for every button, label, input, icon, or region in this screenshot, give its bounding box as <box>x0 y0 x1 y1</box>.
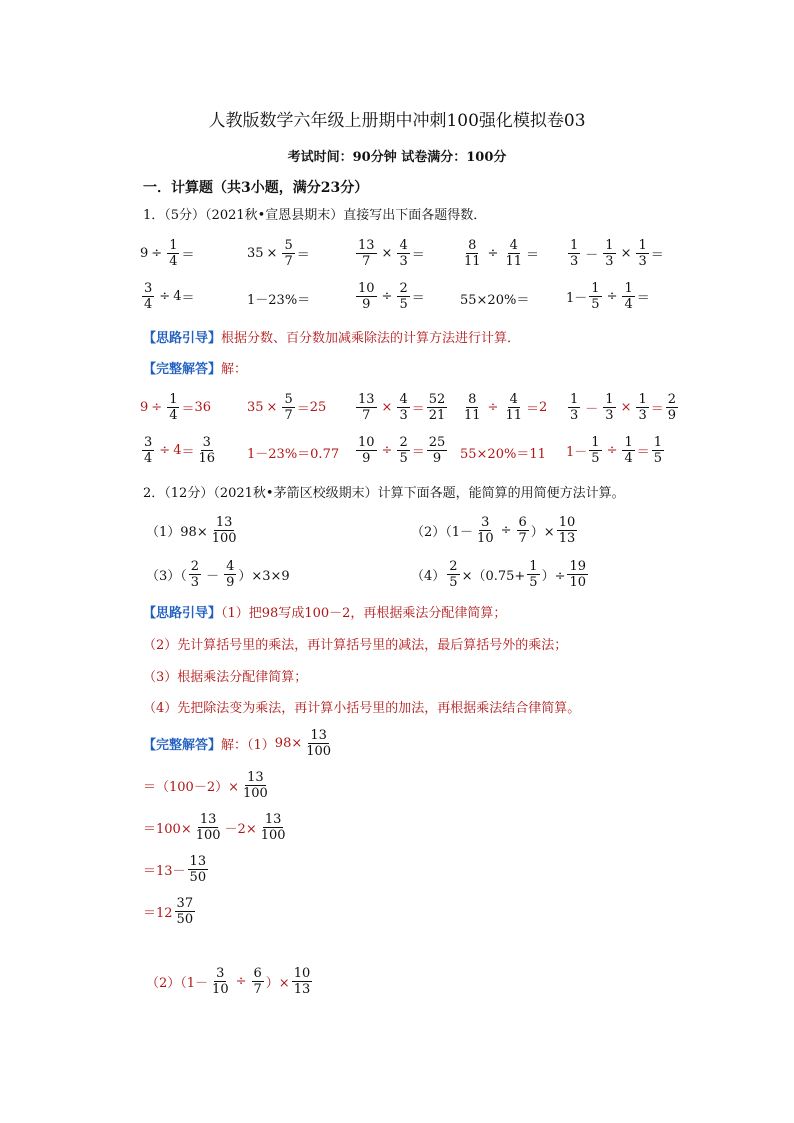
q1-problem-i: 55×20%＝ <box>460 293 530 308</box>
q1-problem-f: $\frac{3}{4}$ ÷ 4 ＝ <box>144 281 195 312</box>
fraction: $\frac{10}{9}$ <box>358 281 375 312</box>
fraction: $\frac{13}{50}$ <box>189 854 207 885</box>
fraction: $\frac{4}{11}$ <box>505 392 522 423</box>
q1-problem-e: $\frac{1}{3}$ － $\frac{1}{3}$ × $\frac{1}{3}$ ＝ <box>570 238 664 269</box>
fraction: $\frac{13}{100}$ <box>195 812 221 843</box>
q1-answer-label: 【完整解答】解： <box>143 362 248 377</box>
fraction: $\frac{8}{11}$ <box>464 392 481 423</box>
fraction: $\frac{5}{7}$ <box>284 238 293 269</box>
fraction: $\frac{4}{3}$ <box>399 238 408 269</box>
q2-stem: 2．（12分）（2021秋•茅箭区校级期末）计算下面各题，能简算的用简便方法计算。 <box>143 486 625 501</box>
fraction: $\frac{25}{9}$ <box>428 435 446 466</box>
fraction: $\frac{13}{100}$ <box>211 515 237 546</box>
fraction: $\frac{2}{5}$ <box>399 435 408 466</box>
answer-label: 【完整解答】 <box>143 362 222 377</box>
fraction: $\frac{10}{9}$ <box>358 435 375 466</box>
fraction: $\frac{13}{7}$ <box>358 392 375 423</box>
hint-label: 【思路引导】 <box>143 331 222 346</box>
fraction: $\frac{52}{21}$ <box>428 392 446 423</box>
fraction: $\frac{1}{4}$ <box>624 281 633 312</box>
fraction: $\frac{13}{100}$ <box>260 812 286 843</box>
fraction: $\frac{4}{9}$ <box>226 559 235 590</box>
fraction: $\frac{10}{13}$ <box>293 966 311 997</box>
q2-problem-1: （1）98× $\frac{13}{100}$ <box>146 515 237 546</box>
q2-hint-4: （4）先把除法变为乘法，再计算小括号里的加法，再根据乘法结合律简算。 <box>143 701 581 716</box>
fraction: $\frac{13}{100}$ <box>242 770 268 801</box>
q1-problem-g: 1－23%＝ <box>247 293 311 308</box>
fraction: $\frac{3}{4}$ <box>144 281 153 312</box>
fraction: $\frac{1}{3}$ <box>605 238 614 269</box>
q1-answer-a: 9 ÷ $\frac{1}{4}$ ＝ 36 <box>140 392 212 423</box>
section-heading: 一．计算题（共3小题，满分23分） <box>143 180 369 196</box>
q1-problem-a: 9 ÷ $\frac{1}{4}$ ＝ <box>140 238 195 269</box>
fraction: $\frac{1}{4}$ <box>624 435 633 466</box>
q1-stem: 1．（5分）（2021秋•宣恩县期末）直接写出下面各题得数． <box>143 208 487 223</box>
fraction: $\frac{1}{3}$ <box>638 238 647 269</box>
fraction: $\frac{6}{7}$ <box>518 515 527 546</box>
q1-problem-d: $\frac{8}{11}$ ÷ $\frac{4}{11}$ ＝ <box>464 238 540 269</box>
q1-answer-f: $\frac{3}{4}$ ÷ 4 ＝ $\frac{3}{16}$ <box>144 435 216 466</box>
q2-answer-line-3: ＝13－ $\frac{13}{50}$ <box>143 854 207 885</box>
q2-answer-line-0: 【完整解答】 解：（1） 98× $\frac{13}{100}$ <box>143 728 332 759</box>
q2-answer-line-2: ＝100× $\frac{13}{100}$ －2× $\frac{13}{100}$ <box>143 812 286 843</box>
hint-label: 【思路引导】 <box>143 606 222 621</box>
exam-info: 考试时间：90分钟 试卷满分：100分 <box>287 150 507 165</box>
fraction: $\frac{2}{9}$ <box>667 392 677 423</box>
q1-problem-h: $\frac{10}{9}$ ÷ $\frac{2}{5}$ ＝ <box>358 281 425 312</box>
fraction: $\frac{10}{13}$ <box>558 515 576 546</box>
q1-problem-c: $\frac{13}{7}$ × $\frac{4}{3}$ ＝ <box>358 238 425 269</box>
fraction: $\frac{1}{4}$ <box>169 392 178 423</box>
fraction: $\frac{37}{50}$ <box>176 896 194 927</box>
fraction: $\frac{2}{5}$ <box>449 559 458 590</box>
q1-problem-j: 1－ $\frac{1}{5}$ ÷ $\frac{1}{4}$ ＝ <box>566 281 650 312</box>
q1-answer-g: 1－23%＝0.77 <box>247 447 340 462</box>
fraction: $\frac{1}{3}$ <box>638 392 647 423</box>
fraction: $\frac{4}{3}$ <box>399 392 408 423</box>
q1-answer-h: $\frac{10}{9}$ ÷ $\frac{2}{5}$ ＝ $\frac{25}{9}$ <box>358 435 446 466</box>
fraction: $\frac{2}{5}$ <box>399 281 408 312</box>
q2-problem-4: （4） $\frac{2}{5}$ ×（0.75+ $\frac{1}{5}$ ）÷ $\frac{19}{10}$ <box>411 559 587 590</box>
fraction: $\frac{1}{5}$ <box>529 559 538 590</box>
fraction: $\frac{8}{11}$ <box>464 238 481 269</box>
fraction: $\frac{1}{4}$ <box>169 238 178 269</box>
q1-answer-d: $\frac{8}{11}$ ÷ $\frac{4}{11}$ ＝ 2 <box>464 392 548 423</box>
fraction: $\frac{3}{10}$ <box>477 515 494 546</box>
page-title: 人教版数学六年级上册期中冲刺100强化模拟卷03 <box>208 111 586 131</box>
fraction: $\frac{1}{3}$ <box>605 392 614 423</box>
q1-answer-e: $\frac{1}{3}$ － $\frac{1}{3}$ × $\frac{1}{3}$ ＝ $\frac{2}{9}$ <box>570 392 677 423</box>
q2-problem-2: （2）（1－ $\frac{3}{10}$ ÷ $\frac{6}{7}$ ）× $\frac{10}{13}$ <box>411 515 576 546</box>
q1-answer-i: 55×20%＝11 <box>460 447 546 462</box>
fraction: $\frac{1}{5}$ <box>591 435 600 466</box>
fraction: $\frac{3}{10}$ <box>212 966 229 997</box>
fraction: $\frac{13}{100}$ <box>306 728 332 759</box>
answer-label: 【完整解答】 <box>143 738 222 753</box>
fraction: $\frac{1}{5}$ <box>653 435 663 466</box>
q1-answer-c: $\frac{13}{7}$ × $\frac{4}{3}$ ＝ $\frac{52}{21}$ <box>358 392 446 423</box>
q2-hint-3: （3）根据乘法分配律简算； <box>143 670 308 685</box>
fraction: $\frac{3}{4}$ <box>144 435 153 466</box>
q1-answer-j: 1－ $\frac{1}{5}$ ÷ $\frac{1}{4}$ ＝ $\frac{1}{5}$ <box>566 435 663 466</box>
q2-answer-part-2: （2）（1－ $\frac{3}{10}$ ÷ $\frac{6}{7}$ ）× $\frac{10}{13}$ <box>146 966 311 997</box>
fraction: $\frac{1}{5}$ <box>591 281 600 312</box>
fraction: $\frac{13}{7}$ <box>358 238 375 269</box>
q1-problem-b: 35 × $\frac{5}{7}$ ＝ <box>247 238 310 269</box>
fraction: $\frac{2}{3}$ <box>190 559 200 590</box>
fraction: $\frac{1}{3}$ <box>570 238 579 269</box>
q2-problem-3: （3）（ $\frac{2}{3}$ － $\frac{4}{9}$ ）×3×9 <box>146 559 290 590</box>
fraction: $\frac{4}{11}$ <box>505 238 522 269</box>
q2-answer-line-4: ＝12 $\frac{37}{50}$ <box>143 896 194 927</box>
q2-answer-line-1: ＝（100－2）× $\frac{13}{100}$ <box>143 770 268 801</box>
fraction: $\frac{1}{3}$ <box>570 392 579 423</box>
fraction: $\frac{5}{7}$ <box>284 392 293 423</box>
fraction: $\frac{3}{16}$ <box>198 435 216 466</box>
q2-hint: 【思路引导】（1）把98写成100－2，再根据乘法分配律简算； <box>143 606 507 621</box>
q1-hint: 【思路引导】根据分数、百分数加减乘除法的计算方法进行计算． <box>143 331 521 346</box>
q1-answer-b: 35 × $\frac{5}{7}$ ＝ 25 <box>247 392 327 423</box>
fraction: $\frac{6}{7}$ <box>253 966 262 997</box>
q2-hint-2: （2）先计算括号里的乘法，再计算括号里的减法，最后算括号外的乘法； <box>143 638 568 653</box>
fraction: $\frac{19}{10}$ <box>569 559 587 590</box>
